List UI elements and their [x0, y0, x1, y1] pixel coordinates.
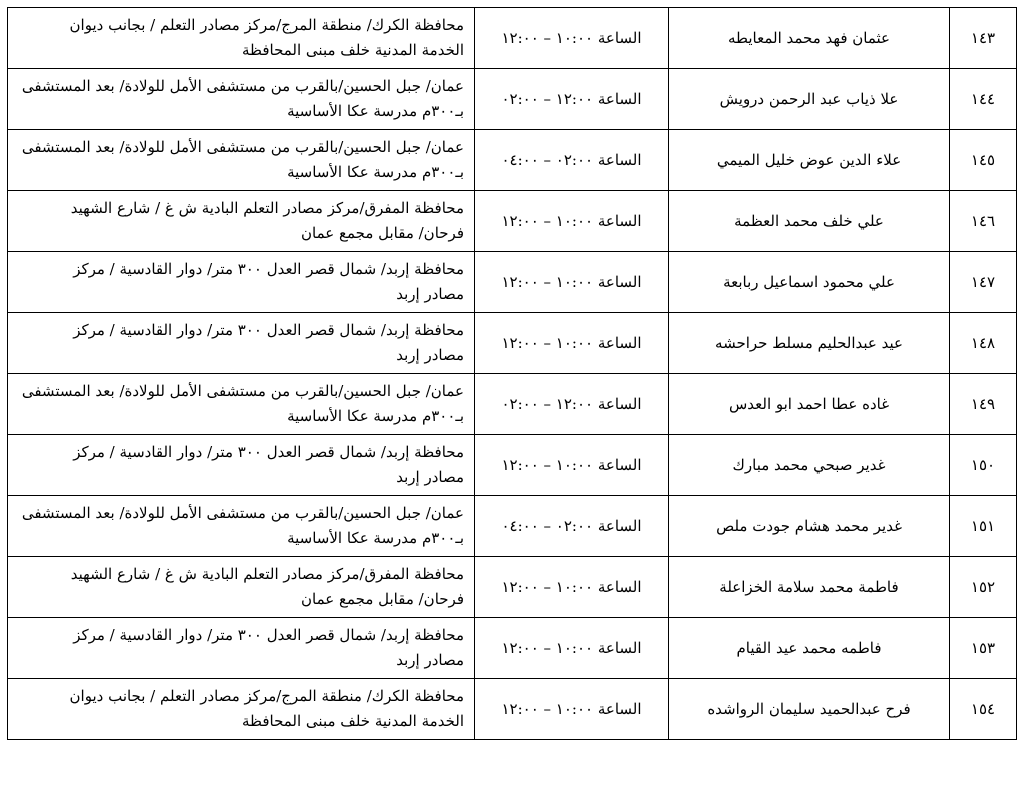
- candidate-name-cell: علا ذياب عبد الرحمن درويش: [669, 69, 950, 130]
- address-line-2: فرحان/ مقابل مجمع عمان: [301, 590, 464, 608]
- address-cell: [8, 679, 475, 740]
- table-row: [8, 374, 1017, 435]
- time-slot-cell: الساعة ١٠:٠٠ – ١٢:٠٠: [475, 679, 669, 740]
- row-number-cell: ١٤٥: [950, 130, 1017, 191]
- row-number-cell: ١٥٣: [950, 618, 1017, 679]
- address-line-1: محافظة إربد/ شمال قصر العدل ٣٠٠ متر/ دوار القادسية / مركز: [73, 626, 464, 644]
- address-cell: [8, 191, 475, 252]
- address-line-2: بـ٣٠٠م مدرسة عكا الأساسية: [287, 529, 464, 547]
- address-line-1: محافظة إربد/ شمال قصر العدل ٣٠٠ متر/ دوار القادسية / مركز: [73, 443, 464, 461]
- time-slot-cell: الساعة ١٢:٠٠ – ٠٢:٠٠: [475, 374, 669, 435]
- table-row: [8, 496, 1017, 557]
- table-row: [8, 8, 1017, 69]
- address-cell: [8, 435, 475, 496]
- table-row: [8, 679, 1017, 740]
- candidate-name-cell: فرح عبدالحميد سليمان الرواشده: [669, 679, 950, 740]
- time-slot-cell: الساعة ١٠:٠٠ – ١٢:٠٠: [475, 557, 669, 618]
- candidate-name-cell: فاطمه محمد عيد القيام: [669, 618, 950, 679]
- address-line-2: مصادر إربد: [396, 346, 464, 364]
- table-row: [8, 130, 1017, 191]
- address-line-1: عمان/ جبل الحسين/بالقرب من مستشفى الأمل للولادة/ بعد المستشفى: [21, 77, 464, 95]
- row-number-cell: ١٤٨: [950, 313, 1017, 374]
- address-line-2: مصادر إربد: [396, 651, 464, 669]
- candidates-table-body: [8, 8, 1017, 740]
- candidate-name-cell: غدير صبحي محمد مبارك: [669, 435, 950, 496]
- time-slot-cell: الساعة ١٠:٠٠ – ١٢:٠٠: [475, 618, 669, 679]
- candidate-name-cell: علاء الدين عوض خليل الميمي: [669, 130, 950, 191]
- address-line-2: الخدمة المدنية خلف مبنى المحافظة: [241, 41, 464, 59]
- candidates-table: [7, 7, 1017, 740]
- candidate-name-cell: علي خلف محمد العظمة: [669, 191, 950, 252]
- time-slot-cell: الساعة ٠٢:٠٠ – ٠٤:٠٠: [475, 130, 669, 191]
- time-slot-cell: الساعة ٠٢:٠٠ – ٠٤:٠٠: [475, 496, 669, 557]
- address-cell: [8, 130, 475, 191]
- address-line-2: فرحان/ مقابل مجمع عمان: [301, 224, 464, 242]
- table-row: [8, 69, 1017, 130]
- address-line-1: عمان/ جبل الحسين/بالقرب من مستشفى الأمل للولادة/ بعد المستشفى: [21, 138, 464, 156]
- address-cell: [8, 8, 475, 69]
- candidate-name-cell: غاده عطا احمد ابو العدس: [669, 374, 950, 435]
- time-slot-cell: الساعة ١٠:٠٠ – ١٢:٠٠: [475, 8, 669, 69]
- address-cell: [8, 618, 475, 679]
- address-line-2: مصادر إربد: [396, 285, 464, 303]
- address-line-2: مصادر إربد: [396, 468, 464, 486]
- address-cell: [8, 252, 475, 313]
- table-row: [8, 191, 1017, 252]
- address-line-1: محافظة المفرق/مركز مصادر التعلم البادية ش غ / شارع الشهيد: [70, 565, 464, 583]
- row-number-cell: ١٤٩: [950, 374, 1017, 435]
- row-number-cell: ١٤٦: [950, 191, 1017, 252]
- time-slot-cell: الساعة ١٠:٠٠ – ١٢:٠٠: [475, 252, 669, 313]
- time-slot-cell: الساعة ١٢:٠٠ – ٠٢:٠٠: [475, 69, 669, 130]
- address-line-2: بـ٣٠٠م مدرسة عكا الأساسية: [287, 163, 464, 181]
- table-row: [8, 557, 1017, 618]
- row-number-cell: ١٤٧: [950, 252, 1017, 313]
- address-line-2: بـ٣٠٠م مدرسة عكا الأساسية: [287, 102, 464, 120]
- table-row: [8, 435, 1017, 496]
- table-row: [8, 313, 1017, 374]
- address-line-2: بـ٣٠٠م مدرسة عكا الأساسية: [287, 407, 464, 425]
- candidate-name-cell: عيد عبدالحليم مسلط حراحشه: [669, 313, 950, 374]
- row-number-cell: ١٥٠: [950, 435, 1017, 496]
- candidate-name-cell: غدير محمد هشام جودت ملص: [669, 496, 950, 557]
- time-slot-cell: الساعة ١٠:٠٠ – ١٢:٠٠: [475, 313, 669, 374]
- address-line-1: عمان/ جبل الحسين/بالقرب من مستشفى الأمل للولادة/ بعد المستشفى: [21, 382, 464, 400]
- address-cell: [8, 313, 475, 374]
- row-number-cell: ١٥١: [950, 496, 1017, 557]
- address-line-1: محافظة إربد/ شمال قصر العدل ٣٠٠ متر/ دوار القادسية / مركز: [73, 321, 464, 339]
- table-row: [8, 252, 1017, 313]
- address-cell: [8, 557, 475, 618]
- address-line-2: الخدمة المدنية خلف مبنى المحافظة: [241, 712, 464, 730]
- candidate-name-cell: عثمان فهد محمد المعايطه: [669, 8, 950, 69]
- row-number-cell: ١٤٤: [950, 69, 1017, 130]
- address-line-1: محافظة الكرك/ منطقة المرج/مركز مصادر التعلم / بجانب ديوان: [69, 687, 464, 705]
- table-row: [8, 618, 1017, 679]
- address-line-1: عمان/ جبل الحسين/بالقرب من مستشفى الأمل للولادة/ بعد المستشفى: [21, 504, 464, 522]
- row-number-cell: ١٤٣: [950, 8, 1017, 69]
- time-slot-cell: الساعة ١٠:٠٠ – ١٢:٠٠: [475, 191, 669, 252]
- address-cell: [8, 496, 475, 557]
- address-line-1: محافظة إربد/ شمال قصر العدل ٣٠٠ متر/ دوار القادسية / مركز: [73, 260, 464, 278]
- candidate-name-cell: علي محمود اسماعيل ربابعة: [669, 252, 950, 313]
- candidate-name-cell: فاطمة محمد سلامة الخزاعلة: [669, 557, 950, 618]
- address-cell: [8, 374, 475, 435]
- address-line-1: محافظة المفرق/مركز مصادر التعلم البادية ش غ / شارع الشهيد: [70, 199, 464, 217]
- row-number-cell: ١٥٢: [950, 557, 1017, 618]
- address-cell: [8, 69, 475, 130]
- time-slot-cell: الساعة ١٠:٠٠ – ١٢:٠٠: [475, 435, 669, 496]
- address-line-1: محافظة الكرك/ منطقة المرج/مركز مصادر التعلم / بجانب ديوان: [69, 16, 464, 34]
- row-number-cell: ١٥٤: [950, 679, 1017, 740]
